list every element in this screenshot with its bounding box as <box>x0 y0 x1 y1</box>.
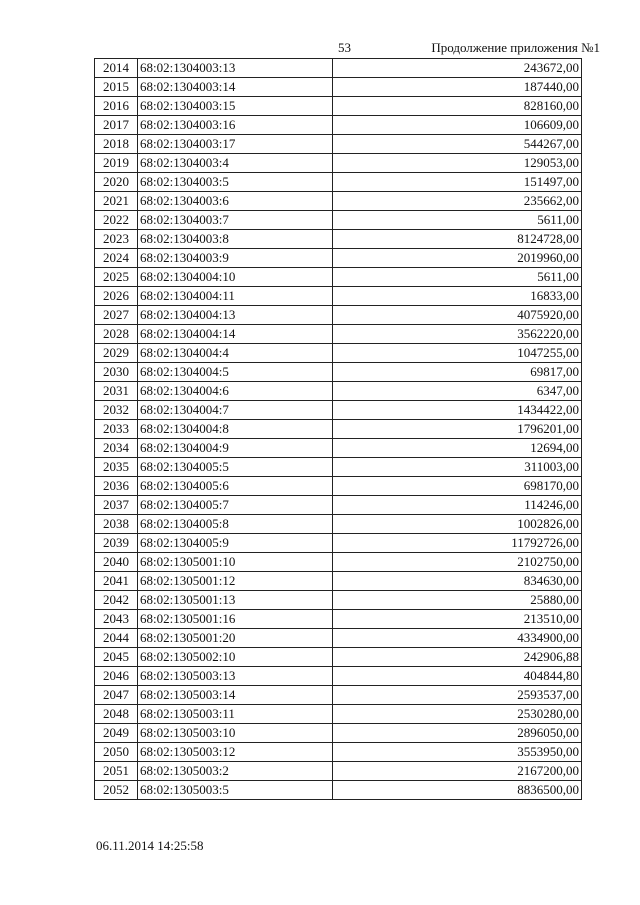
cadastral-value: 187440,00 <box>333 78 582 97</box>
cadastral-number: 68:02:1304004:6 <box>138 382 333 401</box>
cadastral-value: 5611,00 <box>333 211 582 230</box>
cadastral-value: 311003,00 <box>333 458 582 477</box>
row-number: 2028 <box>95 325 138 344</box>
table-row <box>95 743 582 762</box>
cadastral-value: 2896050,00 <box>333 724 582 743</box>
cadastral-number: 68:02:1305001:16 <box>138 610 333 629</box>
row-number: 2051 <box>95 762 138 781</box>
row-number: 2044 <box>95 629 138 648</box>
row-number: 2019 <box>95 154 138 173</box>
footer-timestamp: 06.11.2014 14:25:58 <box>96 838 204 853</box>
cadastral-number: 68:02:1304003:7 <box>138 211 333 230</box>
table-row <box>95 135 582 154</box>
table-row <box>95 705 582 724</box>
cadastral-number: 68:02:1305003:5 <box>138 781 333 800</box>
table-row <box>95 249 582 268</box>
cadastral-number: 68:02:1304003:6 <box>138 192 333 211</box>
cadastral-number: 68:02:1304004:7 <box>138 401 333 420</box>
cadastral-number: 68:02:1304004:13 <box>138 306 333 325</box>
cadastral-number: 68:02:1304003:15 <box>138 97 333 116</box>
row-number: 2047 <box>95 686 138 705</box>
cadastral-value: 213510,00 <box>333 610 582 629</box>
table-row <box>95 477 582 496</box>
cadastral-value: 1434422,00 <box>333 401 582 420</box>
cadastral-value: 698170,00 <box>333 477 582 496</box>
cadastral-number: 68:02:1304003:9 <box>138 249 333 268</box>
row-number: 2052 <box>95 781 138 800</box>
row-number: 2025 <box>95 268 138 287</box>
row-number: 2040 <box>95 553 138 572</box>
cadastral-value: 12694,00 <box>333 439 582 458</box>
table-row <box>95 401 582 420</box>
cadastral-value: 834630,00 <box>333 572 582 591</box>
cadastral-value: 1002826,00 <box>333 515 582 534</box>
cadastral-number: 68:02:1304004:11 <box>138 287 333 306</box>
cadastral-number: 68:02:1304003:13 <box>138 59 333 78</box>
row-number: 2038 <box>95 515 138 534</box>
row-number: 2024 <box>95 249 138 268</box>
cadastral-value: 25880,00 <box>333 591 582 610</box>
table-row <box>95 553 582 572</box>
cadastral-value: 2102750,00 <box>333 553 582 572</box>
row-number: 2034 <box>95 439 138 458</box>
table-row <box>95 59 582 78</box>
cadastral-number: 68:02:1305003:11 <box>138 705 333 724</box>
row-number: 2043 <box>95 610 138 629</box>
cadastral-value: 8836500,00 <box>333 781 582 800</box>
table-row <box>95 686 582 705</box>
table-row <box>95 572 582 591</box>
row-number: 2037 <box>95 496 138 515</box>
row-number: 2050 <box>95 743 138 762</box>
cadastral-number: 68:02:1305003:13 <box>138 667 333 686</box>
table-row <box>95 439 582 458</box>
cadastral-number: 68:02:1304003:17 <box>138 135 333 154</box>
table-row <box>95 306 582 325</box>
cadastral-number: 68:02:1304004:8 <box>138 420 333 439</box>
cadastral-number: 68:02:1304005:9 <box>138 534 333 553</box>
row-number: 2031 <box>95 382 138 401</box>
cadastral-value: 243672,00 <box>333 59 582 78</box>
row-number: 2016 <box>95 97 138 116</box>
table-row <box>95 287 582 306</box>
cadastral-number: 68:02:1304003:14 <box>138 78 333 97</box>
cadastral-value: 8124728,00 <box>333 230 582 249</box>
cadastral-value: 16833,00 <box>333 287 582 306</box>
table-row <box>95 382 582 401</box>
cadastral-value: 544267,00 <box>333 135 582 154</box>
table-row <box>95 534 582 553</box>
table-row <box>95 496 582 515</box>
cadastral-value: 242906,88 <box>333 648 582 667</box>
table-row <box>95 192 582 211</box>
table-row <box>95 667 582 686</box>
cadastral-number: 68:02:1305001:20 <box>138 629 333 648</box>
row-number: 2036 <box>95 477 138 496</box>
cadastral-number: 68:02:1304003:16 <box>138 116 333 135</box>
cadastral-number: 68:02:1304004:9 <box>138 439 333 458</box>
row-number: 2046 <box>95 667 138 686</box>
cadastral-value: 2530280,00 <box>333 705 582 724</box>
table-row <box>95 762 582 781</box>
table-row <box>95 78 582 97</box>
table-row <box>95 781 582 800</box>
row-number: 2032 <box>95 401 138 420</box>
table-row <box>95 268 582 287</box>
cadastral-value: 5611,00 <box>333 268 582 287</box>
table-row <box>95 610 582 629</box>
row-number: 2029 <box>95 344 138 363</box>
cadastral-value: 4334900,00 <box>333 629 582 648</box>
table-row <box>95 344 582 363</box>
table-row <box>95 325 582 344</box>
row-number: 2026 <box>95 287 138 306</box>
cadastral-value: 2167200,00 <box>333 762 582 781</box>
cadastral-number: 68:02:1304004:4 <box>138 344 333 363</box>
cadastral-number: 68:02:1305001:13 <box>138 591 333 610</box>
cadastral-number: 68:02:1305003:2 <box>138 762 333 781</box>
row-number: 2017 <box>95 116 138 135</box>
table-body <box>95 59 582 800</box>
cadastral-number: 68:02:1305003:14 <box>138 686 333 705</box>
row-number: 2045 <box>95 648 138 667</box>
cadastral-number: 68:02:1305001:12 <box>138 572 333 591</box>
cadastral-value: 2019960,00 <box>333 249 582 268</box>
table-row <box>95 724 582 743</box>
cadastral-value: 6347,00 <box>333 382 582 401</box>
cadastral-value: 4075920,00 <box>333 306 582 325</box>
cadastral-number: 68:02:1305002:10 <box>138 648 333 667</box>
header-title: Продолжение приложения №1 <box>431 40 600 55</box>
cadastral-value: 3553950,00 <box>333 743 582 762</box>
data-table <box>94 58 582 800</box>
cadastral-value: 129053,00 <box>333 154 582 173</box>
table-row <box>95 97 582 116</box>
cadastral-value: 828160,00 <box>333 97 582 116</box>
table-row <box>95 420 582 439</box>
row-number: 2023 <box>95 230 138 249</box>
table-row <box>95 591 582 610</box>
row-number: 2018 <box>95 135 138 154</box>
cadastral-number: 68:02:1304005:6 <box>138 477 333 496</box>
cadastral-value: 3562220,00 <box>333 325 582 344</box>
cadastral-number: 68:02:1304003:4 <box>138 154 333 173</box>
cadastral-value: 1796201,00 <box>333 420 582 439</box>
cadastral-value: 1047255,00 <box>333 344 582 363</box>
row-number: 2048 <box>95 705 138 724</box>
row-number: 2030 <box>95 363 138 382</box>
cadastral-number: 68:02:1305003:12 <box>138 743 333 762</box>
table-row <box>95 116 582 135</box>
table-row <box>95 648 582 667</box>
page-number: 53 <box>338 40 351 55</box>
row-number: 2035 <box>95 458 138 477</box>
cadastral-number: 68:02:1304005:8 <box>138 515 333 534</box>
cadastral-value: 69817,00 <box>333 363 582 382</box>
table-row <box>95 211 582 230</box>
table-row <box>95 458 582 477</box>
row-number: 2015 <box>95 78 138 97</box>
row-number: 2014 <box>95 59 138 78</box>
cadastral-number: 68:02:1305001:10 <box>138 553 333 572</box>
cadastral-number: 68:02:1304004:5 <box>138 363 333 382</box>
row-number: 2027 <box>95 306 138 325</box>
row-number: 2041 <box>95 572 138 591</box>
cadastral-value: 11792726,00 <box>333 534 582 553</box>
cadastral-number: 68:02:1304003:8 <box>138 230 333 249</box>
cadastral-number: 68:02:1304004:14 <box>138 325 333 344</box>
cadastral-number: 68:02:1304004:10 <box>138 268 333 287</box>
cadastral-value: 2593537,00 <box>333 686 582 705</box>
cadastral-value: 235662,00 <box>333 192 582 211</box>
row-number: 2049 <box>95 724 138 743</box>
row-number: 2020 <box>95 173 138 192</box>
table-row <box>95 363 582 382</box>
row-number: 2039 <box>95 534 138 553</box>
cadastral-number: 68:02:1305003:10 <box>138 724 333 743</box>
cadastral-value: 151497,00 <box>333 173 582 192</box>
table-row <box>95 515 582 534</box>
cadastral-number: 68:02:1304005:7 <box>138 496 333 515</box>
table-row <box>95 173 582 192</box>
row-number: 2022 <box>95 211 138 230</box>
table-row <box>95 154 582 173</box>
cadastral-value: 114246,00 <box>333 496 582 515</box>
row-number: 2021 <box>95 192 138 211</box>
cadastral-number: 68:02:1304003:5 <box>138 173 333 192</box>
table-row <box>95 230 582 249</box>
cadastral-number: 68:02:1304005:5 <box>138 458 333 477</box>
row-number: 2042 <box>95 591 138 610</box>
table-row <box>95 629 582 648</box>
cadastral-value: 106609,00 <box>333 116 582 135</box>
cadastral-value: 404844,80 <box>333 667 582 686</box>
row-number: 2033 <box>95 420 138 439</box>
